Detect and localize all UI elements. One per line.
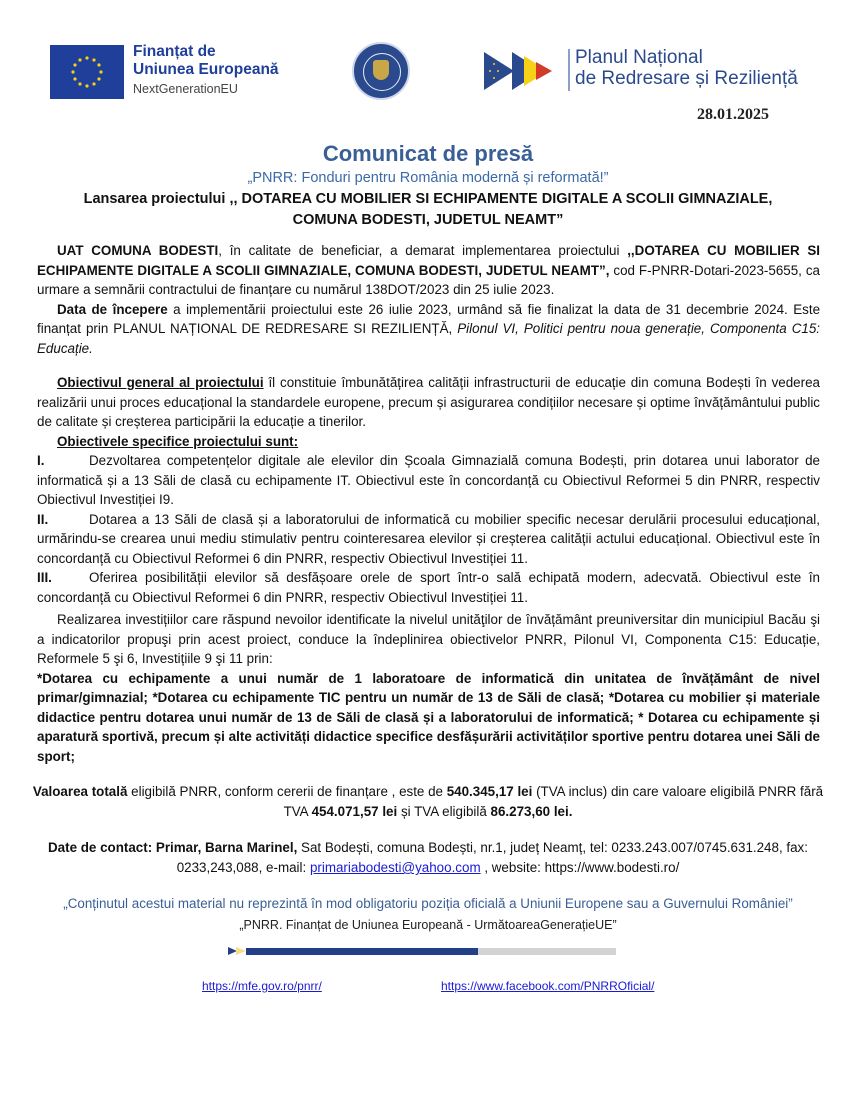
intro-text-2: cod F-PNRR-Dotari-2023-5655, ca urmare a semnării contractului de finanțare cu numărul 138DOT/2023 din 25 iulie 2023. [37,262,820,297]
pnrr-arrows-icon [484,50,564,92]
specific-objectives-label: Obiectivele specifice proiectului sunt: [57,433,299,449]
bar-arrow-icon [236,947,246,955]
pnrr-logo-text [575,47,798,89]
mfe-pnrr-link[interactable]: https://mfe.gov.ro/pnrr/ [202,979,322,993]
vat-amount: 86.273,60 lei. [490,804,573,819]
facebook-pnrr-link[interactable]: https://www.facebook.com/PNRROficial/ [441,979,655,993]
total-value-paragraph [30,782,826,822]
intro-text-1: , în calitate de beneficiar, a demarat implementarea proiectului [218,243,628,258]
pnrr-decorative-bar [228,948,628,955]
eu-funding-logo-text [133,43,279,98]
contact-text-1: Sat Bodești, comuna Bodești, nr.1, județ Neamț, tel: 0233.243.007/0745.631.248, fax: 0233,243,088, e-mail: [176,840,808,875]
email-link[interactable]: primariabodesti@yahoo.com [309,860,481,875]
value-without-vat: 454.071,57 lei [311,804,398,819]
general-objective-paragraph [37,373,820,607]
total-value-label: Valoarea totală [32,784,128,799]
investments-text: Realizarea investițiilor care răspund nevoilor identificate la nivelul unităţilor de învățământ preuniversitar din municipiul Bacău şi a indicatorilor propuşi prin acest proiect, conduce la îndeplinirea obiectivelor PNRR, Pilonul VI, Componenta C15: Educație, Reformele 5 şi 6, Investițiile 9 şi 11 prin: [37,612,820,666]
eu-logo-line3: NextGenerationEU [133,82,238,96]
pillar-text: Pilonul VI, Politici pentru noua generație, Componenta C15: Educație. [37,321,820,356]
total-value-amount: 540.345,17 lei [446,784,533,799]
project-heading-line2: COMUNA BODESTI, JUDETUL NEAMT” [292,212,564,228]
eu-flag-icon [50,45,124,99]
value-text-2: (TVA inclus) din care valoare eligibilă PNRR fără TVA [283,784,824,819]
motto: „PNRR. Finanțat de Uniunea Europeană - UrmătoareaGenerațieUE” [239,918,617,932]
bar-grey-segment [478,948,616,955]
general-objective-text: îl constituie îmbunătățirea calității infrastructurii de educație din comuna Bodești în vederea realizării unui proces educațional la standardele europene, precum și asigurarea condițiilor necesare și optime învățământului public de calitate și creșterea participării la educație a tinerilor. [37,375,820,429]
start-date-text: a implementării proiectului este 26 iulie 2023, urmând să fie finalizat la data de 31 decembrie 2024. Este finanțat prin PLANUL NAȚIONAL DE REDRESARE SI REZILIENȚĂ, [37,301,821,336]
subtitle: „PNRR: Fonduri pentru România modernă și reformată!” [247,170,609,186]
logo-divider [568,49,570,91]
objective-number: I. [37,453,45,468]
value-text-1: eligibilă PNRR, conform cererii de finanțare , este de [127,784,447,799]
investments-list: *Dotarea cu echipamente a unui număr de 1 laboratoare de informatică din unitatea de învățământ de nivel primar/gimnazial; *Dotarea cu echipamente TIC pentru un număr de 13 de Săli de clasă; *Dotarea cu mobilier și materiale didactice pentru dotarea unui număr de 13 de Săli de clasă și a laboratorului de informatică; * Dotarea cu echipamente și aparatură sportivă, precum și alte activități didactice specifice desfășurării activităților sportive pentru dotarea unei Săli de sport; [37,670,820,764]
beneficiary-name: UAT COMUNA BODESTI [57,243,219,258]
start-date-label: Data de începere [57,301,168,317]
objective-number: II. [37,511,49,527]
contact-paragraph [30,838,826,878]
eu-logo-line1: Finanțat de [133,43,216,60]
page-title: Comunicat de presă [322,141,534,166]
objective-number: III. [37,570,52,585]
eu-logo-line2: Uniunea Europeană [133,61,279,78]
project-heading [60,189,796,231]
objective-text: Dezvoltarea competențelor digitale ale elevilor din Școala Gimnazială comuna Bodești, prin dotarea unui laborator de informatică și a 13 Săli de clasă cu echipamente IT. Obiectivul este în concordanță cu Obiectivul Reformei 5 din PNRR, respectiv Obiectivul Investiției I9. [37,453,820,507]
general-objective-label: Obiectivul general al proiectului [57,375,264,390]
disclaimer: „Conținutul acestui material nu reprezintă în mod obligatoriu poziția oficială a Uniunii Europene sau a Guvernului României” [63,896,793,911]
guvernul-romaniei-seal-icon [352,42,410,100]
bar-blue-segment [246,948,478,955]
coat-of-arms-icon [373,60,389,80]
document-date: 28.01.2025 [697,106,769,123]
pnrr-logo-line2: de Redresare și Reziliență [575,68,798,89]
objective-text: Dotarea a 13 Săli de clasă și a laboratorului de informatică cu mobilier specific necesar derulării procesului educațional, urmărindu-se crearea unui mediu stimulativ pentru cointeresarea elevilor și creșterea calității actului educațional. Obiectivul este în concordanță cu Obiectivul Reformei 6 din PNRR, respectiv Obiectivul Investiției 11. [37,511,820,566]
contact-text-2: , website: https://www.bodesti.ro/ [480,860,680,875]
pnrr-logo-line1: Planul Național [575,47,703,68]
intro-paragraph [37,241,820,358]
project-name: ,,DOTAREA CU MOBILIER SI ECHIPAMENTE DIGITALE A SCOLII GIMNAZIALE, COMUNA BODESTI, JUDETUL NEAMT”, [37,243,820,278]
eu-stars-icon [50,45,124,99]
project-heading-line1: Lansarea proiectului ,, DOTAREA CU MOBILIER SI ECHIPAMENTE DIGITALE A SCOLII GIMNAZIALE, [83,191,773,207]
objective-text: Oferirea posibilității elevilor să desfășoare orele de sport într-o sală echipată modern, adecvată. Obiectivul este în concordanță cu Obiectivul Reformei 6 din PNRR, respectiv Obiectivul Investiției 11. [37,570,820,605]
contact-label: Date de contact: Primar, Barna Marinel, [48,840,298,855]
value-text-3: și TVA eligibilă [397,804,491,819]
investments-paragraph [37,610,820,766]
